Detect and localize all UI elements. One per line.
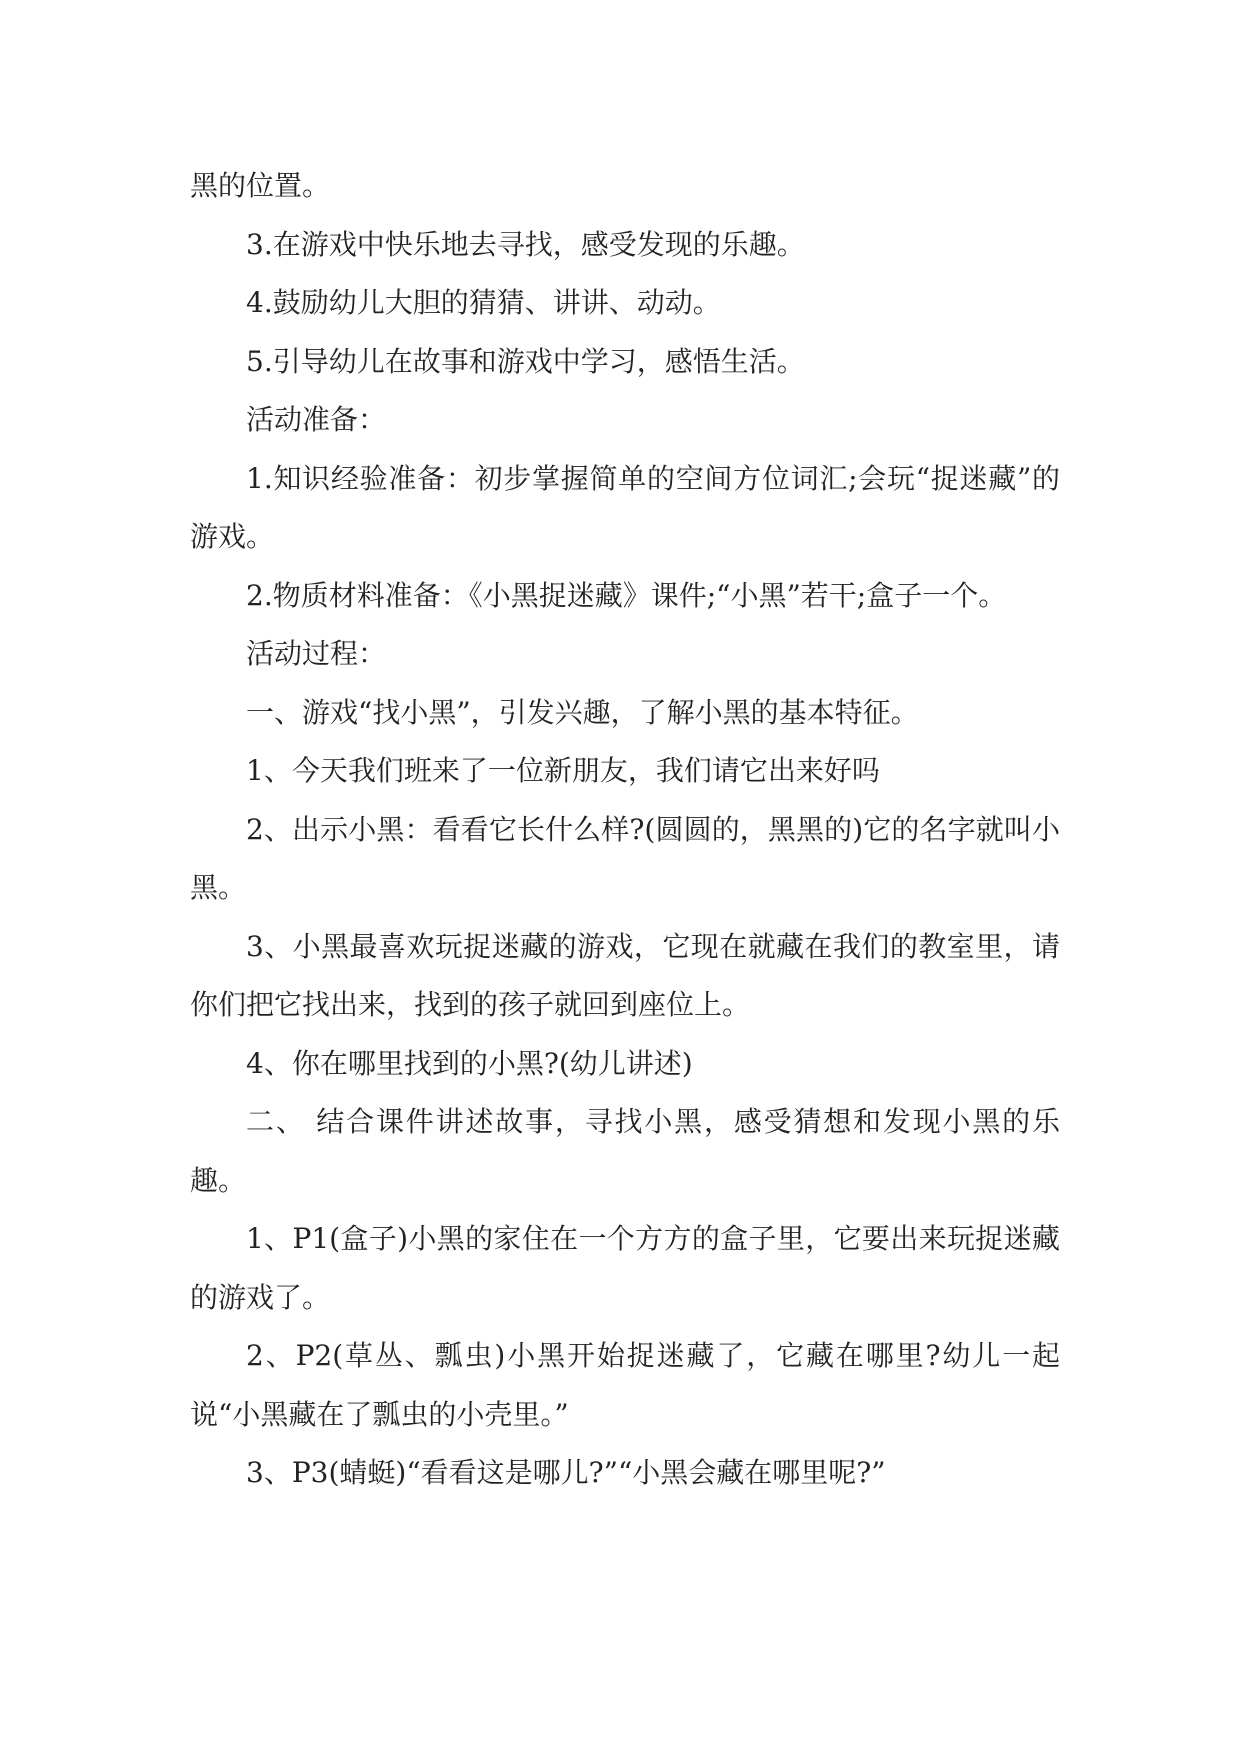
paragraph: 3.在游戏中快乐地去寻找，感受发现的乐趣。 bbox=[246, 227, 805, 261]
paragraph: 2、P2(草丛、瓢虫)小黑开始捉迷藏了，它藏在哪里?幼儿一起说“小黑藏在了瓢虫的小壳里。” bbox=[190, 1339, 1060, 1431]
paragraph: 4.鼓励幼儿大胆的猜猜、讲讲、动动。 bbox=[246, 286, 721, 319]
paragraph: 3、小黑最喜欢玩捉迷藏的游戏，它现在就藏在我们的教室里，请你们把它找出来，找到的孩子就回到座位上。 bbox=[190, 929, 1060, 1021]
paragraph: 2.物质材料准备：《小黑捉迷藏》课件;“小黑”若干;盒子一个。 bbox=[246, 578, 1007, 612]
paragraph: 5.引导幼儿在故事和游戏中学习，感悟生活。 bbox=[246, 344, 805, 378]
paragraph: 一、游戏“找小黑”，引发兴趣，了解小黑的基本特征。 bbox=[246, 695, 919, 729]
paragraph: 1、P1(盒子)小黑的家住在一个方方的盒子里，它要出来玩捉迷藏的游戏了。 bbox=[190, 1222, 1060, 1314]
paragraph: 黑的位置。 bbox=[190, 169, 331, 202]
paragraph: 3、P3(蜻蜓)“看看这是哪儿?”“小黑会藏在哪里呢?” bbox=[246, 1456, 886, 1489]
paragraph: 1.知识经验准备：初步掌握简单的空间方位词汇;会玩“捉迷藏”的游戏。 bbox=[190, 461, 1060, 553]
paragraph: 1、今天我们班来了一位新朋友，我们请它出来好吗 bbox=[246, 754, 880, 787]
paragraph: 4、你在哪里找到的小黑?(幼儿讲述) bbox=[246, 1046, 693, 1080]
section-heading: 活动准备： bbox=[246, 403, 387, 436]
section-heading: 活动过程： bbox=[246, 637, 387, 670]
paragraph: 2、出示小黑：看看它长什么样?(圆圆的，黑黑的)它的名字就叫小黑。 bbox=[190, 812, 1060, 904]
document-body bbox=[190, 157, 1060, 1503]
paragraph: 二、 结合课件讲述故事，寻找小黑，感受猜想和发现小黑的乐趣。 bbox=[190, 1105, 1060, 1197]
